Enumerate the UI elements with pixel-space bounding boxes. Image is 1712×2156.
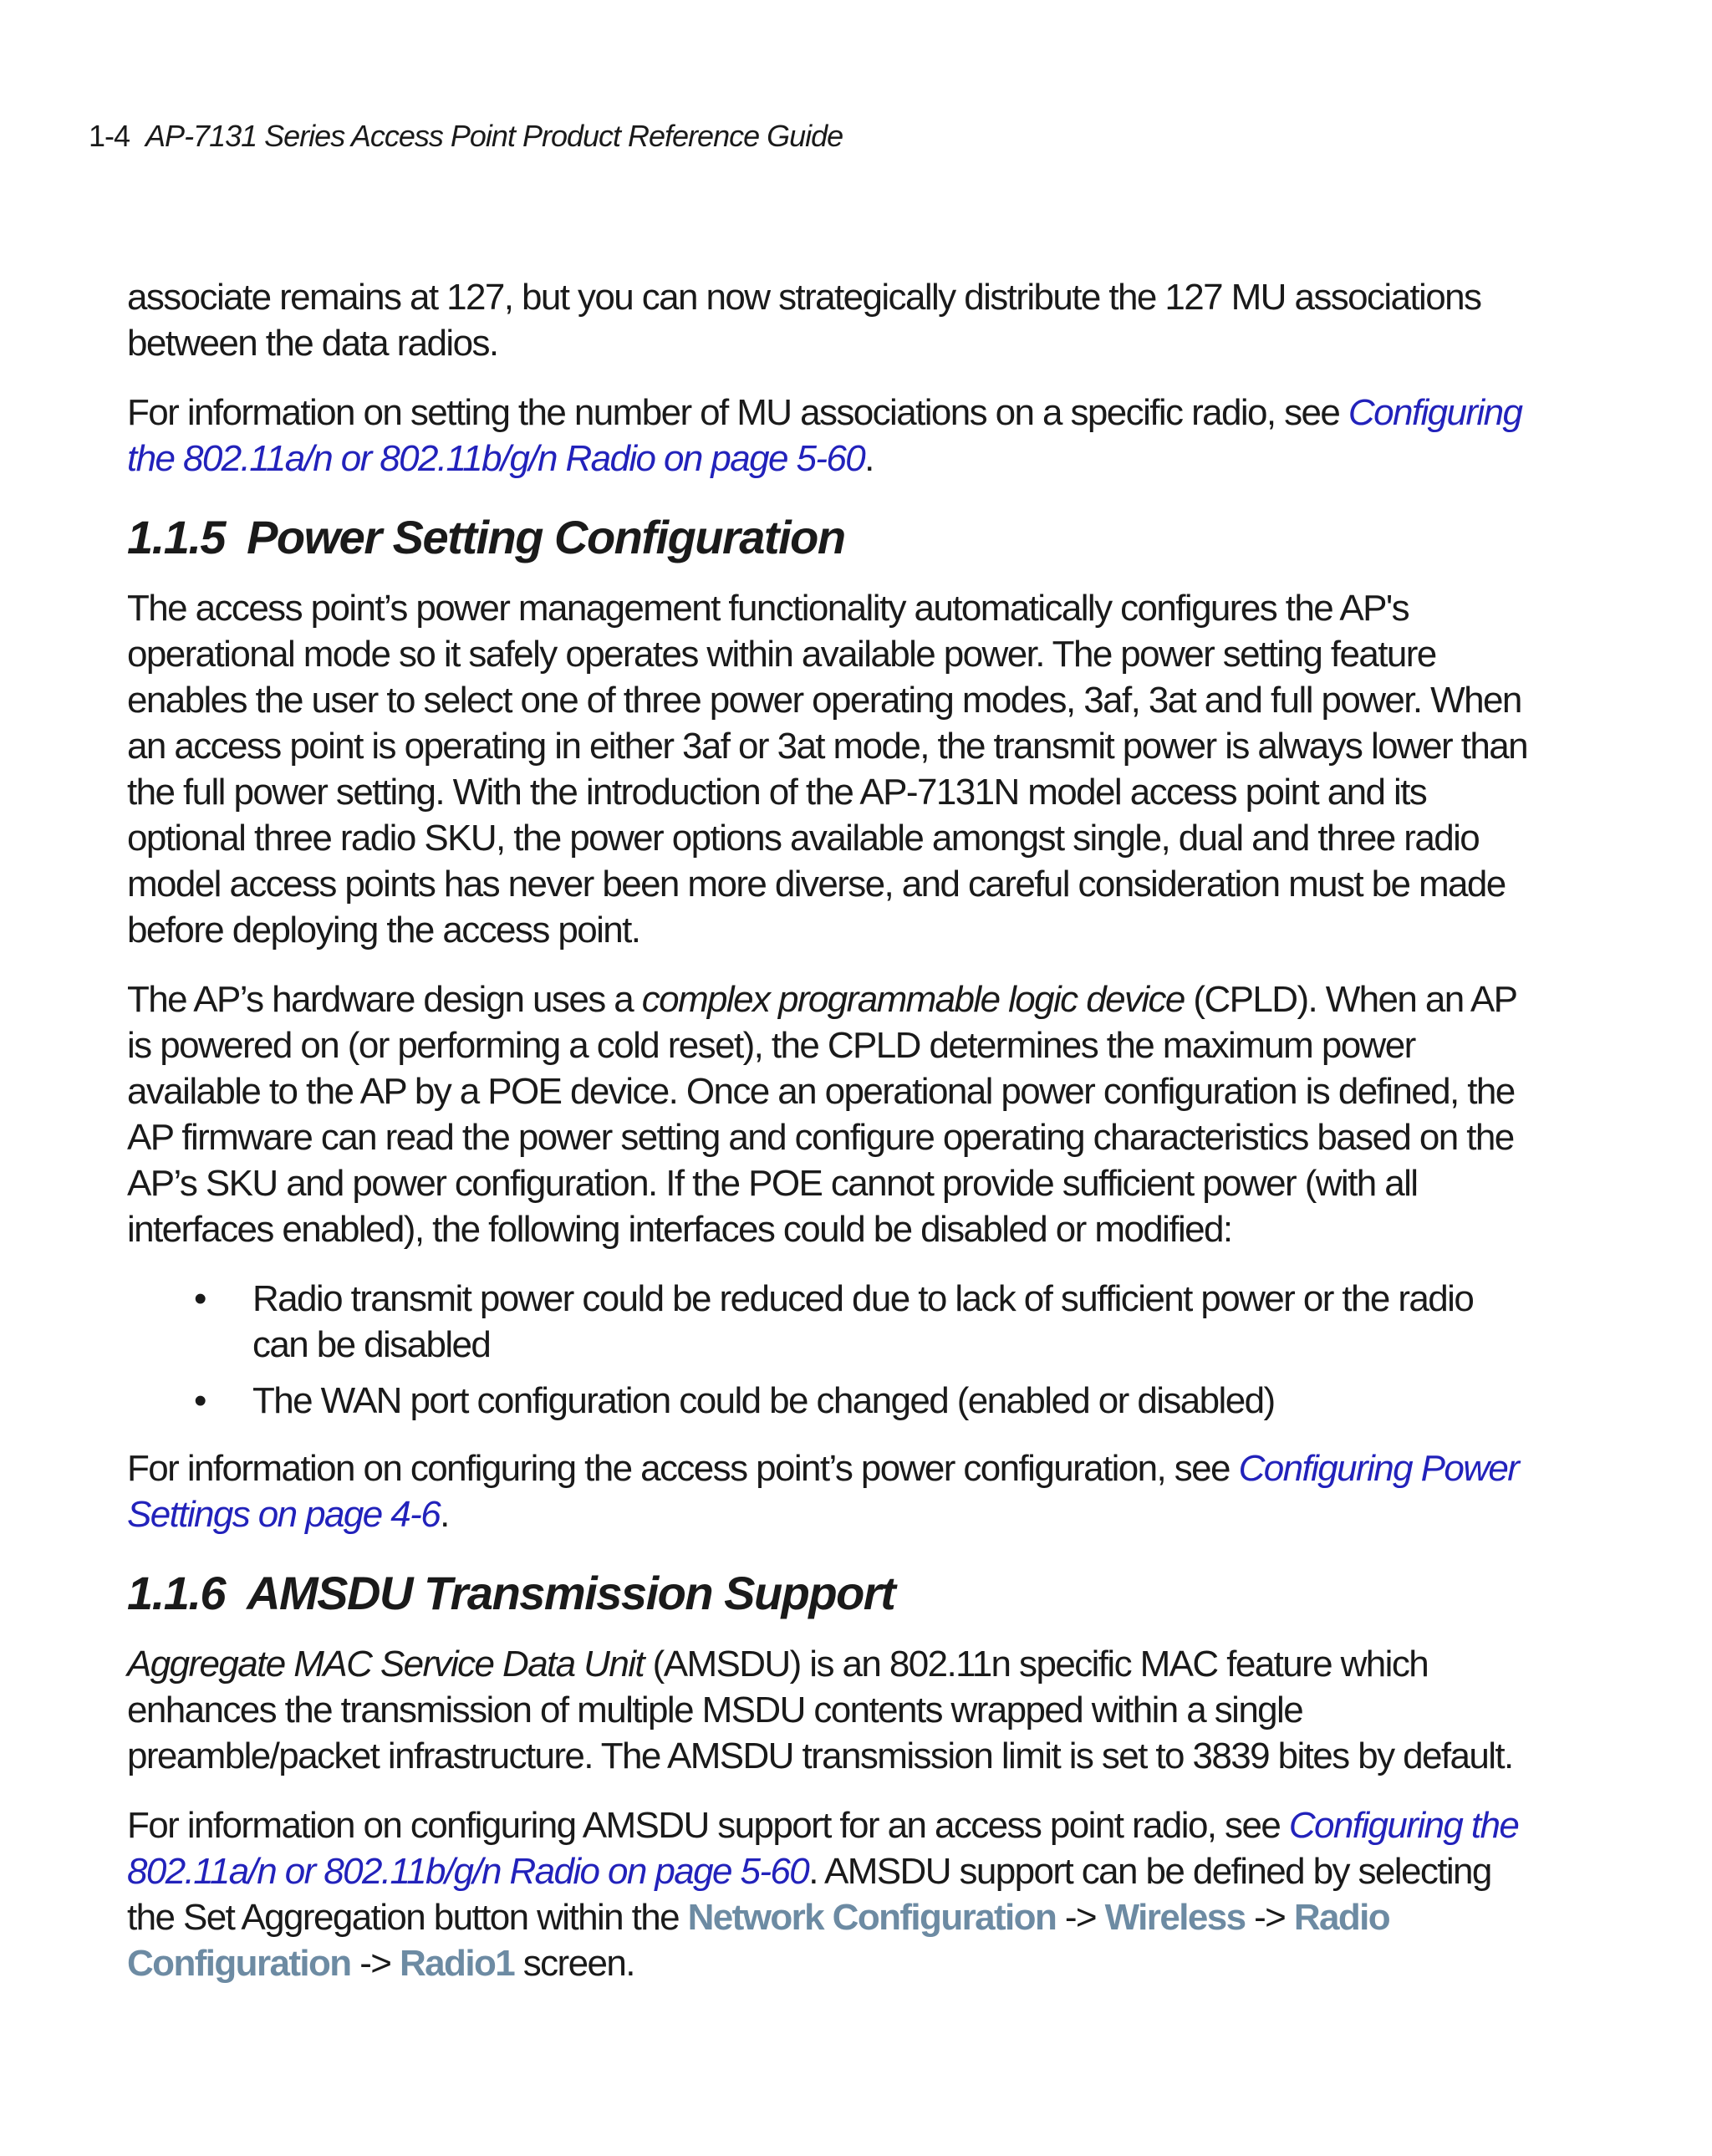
amsdu-text-2-end: screen.	[514, 1943, 634, 1984]
power-ref-end: .	[440, 1494, 449, 1535]
power-text-2-rest: (CPLD). When an AP is powered on (or performing a cold reset), the CPLD determines the maximum power available to the AP by a POE device. Once an operational power configuration is defined, the AP firmware can read the power setting and configure operating characteristics based on the AP’s SKU and power configuration. If the POE cannot provide sufficient power (with all interfaces enabled), the following interfaces could be disabled or modified:	[127, 979, 1516, 1250]
section-title: Power Setting Configuration	[247, 511, 845, 563]
power-settings-link[interactable]: Configuring Power Settings on page 4-6	[127, 1448, 1519, 1535]
radio-config-link[interactable]: Configuring the 802.11a/n or 802.11b/g/n Radio on page 5-60	[127, 1805, 1519, 1892]
section-number: 1.1.6	[127, 1567, 226, 1619]
ui-path-wireless: Wireless	[1104, 1897, 1246, 1938]
section-title: AMSDU Transmission Support	[247, 1567, 895, 1619]
section-heading-amsdu	[127, 1564, 1531, 1623]
mu-end: .	[864, 438, 874, 479]
amsdu-paragraph-1	[127, 1641, 1531, 1779]
power-paragraph-2	[127, 976, 1531, 1252]
amsdu-text-1: (AMSDU) is an 802.11n specific MAC feature which enhances the transmission of multiple MSDU contents wrapped within a single preamble/packet infrastructure. The AMSDU transmission limit is set to 3839 bites by default.	[127, 1644, 1513, 1776]
bullet-icon: •	[194, 1380, 206, 1421]
amsdu-paragraph-2	[127, 1802, 1531, 1986]
path-separator: ->	[350, 1943, 400, 1984]
amsdu-term: Aggregate MAC Service Data Unit	[127, 1644, 645, 1685]
bullet-text: The WAN port configuration could be changed (enabled or disabled)	[252, 1380, 1275, 1421]
power-text-2-start: The AP’s hardware design uses a	[127, 979, 642, 1020]
list-item	[127, 1378, 1531, 1424]
ui-path-radio1: Radio1	[400, 1943, 515, 1984]
amsdu-text-2-start: For information on configuring AMSDU support for an access point radio, see	[127, 1805, 1289, 1846]
intro-paragraph	[127, 274, 1531, 366]
running-header	[89, 119, 843, 154]
intro-text: associate remains at 127, but you can now strategically distribute the 127 MU associations between the data radios.	[127, 277, 1481, 364]
section-heading-power	[127, 508, 1531, 567]
ui-path-network-configuration: Network Configuration	[687, 1897, 1057, 1938]
mu-text: For information on setting the number of MU associations on a specific radio, see	[127, 392, 1348, 433]
path-separator: ->	[1245, 1897, 1294, 1938]
cpld-term: complex programmable logic device	[641, 979, 1185, 1020]
body-content	[127, 274, 1531, 2010]
power-reference-paragraph	[127, 1445, 1531, 1537]
bullet-icon: •	[194, 1278, 206, 1319]
radio-config-link[interactable]: Configuring the 802.11a/n or 802.11b/g/n Radio on page 5-60	[127, 392, 1522, 479]
interface-bullet-list	[127, 1276, 1531, 1424]
list-item	[127, 1276, 1531, 1368]
page-number: 1-4	[89, 119, 130, 153]
power-text-1: The access point’s power management functionality automatically configures the AP's operational mode so it safely operates within available power. The power setting feature enables the user to select one of three power operating modes, 3af, 3at and full power. When an access point is operating in either 3af or 3at mode, the transmit power is always lower than the full power setting. With the introduction of the AP-7131N model access point and its optional three radio SKU, the power options available amongst single, dual and three radio model access points has never been more diverse, and careful consideration must be made before deploying the access point.	[127, 588, 1527, 951]
power-paragraph-1	[127, 585, 1531, 953]
section-number: 1.1.5	[127, 511, 226, 563]
amsdu-text-2-mid: . AMSDU support can be defined by selecting the Set Aggregation button within the	[127, 1851, 1491, 1938]
bullet-text: Radio transmit power could be reduced due to lack of sufficient power or the radio can be disabled	[252, 1278, 1474, 1365]
mu-reference-paragraph	[127, 390, 1531, 482]
path-separator: ->	[1056, 1897, 1105, 1938]
guide-title: AP-7131 Series Access Point Product Reference Guide	[145, 119, 843, 153]
power-ref-text: For information on configuring the access point’s power configuration, see	[127, 1448, 1239, 1489]
ui-path-radio-configuration: Radio Configuration	[127, 1897, 1390, 1984]
